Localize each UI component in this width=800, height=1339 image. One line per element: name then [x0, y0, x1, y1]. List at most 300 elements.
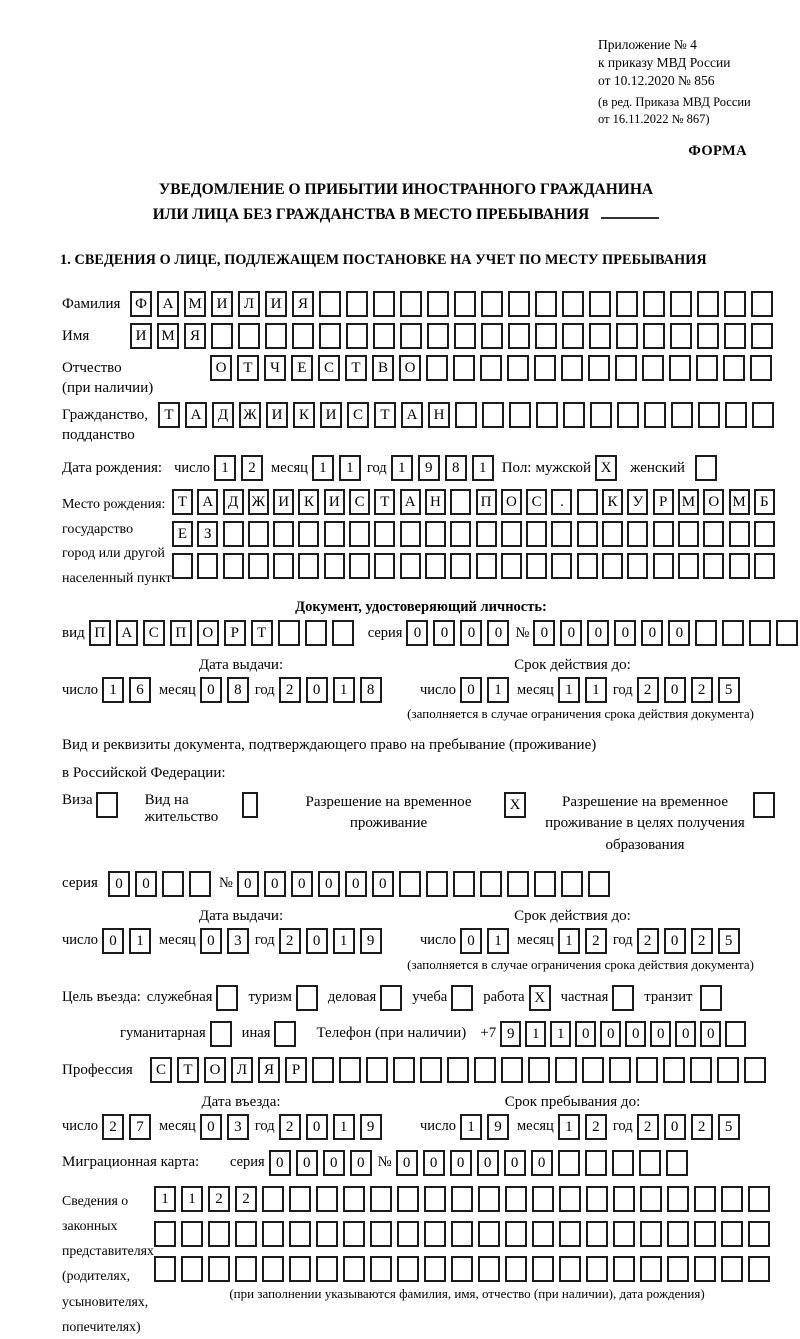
- char-box[interactable]: 1: [487, 928, 509, 954]
- char-box[interactable]: 0: [664, 928, 686, 954]
- char-box[interactable]: [723, 355, 745, 381]
- char-box[interactable]: [248, 521, 269, 547]
- char-box[interactable]: 2: [241, 455, 263, 481]
- char-box[interactable]: Т: [251, 620, 273, 646]
- char-box[interactable]: [424, 1221, 446, 1247]
- char-box[interactable]: 2: [279, 928, 301, 954]
- char-box[interactable]: И: [211, 291, 233, 317]
- char-box[interactable]: 0: [396, 1150, 418, 1176]
- char-box[interactable]: [670, 291, 692, 317]
- char-box[interactable]: [695, 620, 717, 646]
- char-box[interactable]: [627, 553, 648, 579]
- char-box[interactable]: 0: [700, 1021, 721, 1047]
- checkbox-temporary-residence[interactable]: X: [504, 792, 526, 818]
- char-box[interactable]: 0: [296, 1150, 318, 1176]
- char-box[interactable]: Н: [425, 489, 446, 515]
- char-box[interactable]: 1: [214, 455, 236, 481]
- char-box[interactable]: [427, 291, 449, 317]
- char-box[interactable]: [370, 1221, 392, 1247]
- char-box[interactable]: [501, 1057, 523, 1083]
- char-box[interactable]: П: [476, 489, 497, 515]
- char-box[interactable]: 2: [637, 1114, 659, 1140]
- char-box[interactable]: [501, 553, 522, 579]
- char-box[interactable]: А: [400, 489, 421, 515]
- char-box[interactable]: 0: [237, 871, 259, 897]
- char-box[interactable]: [644, 402, 666, 428]
- char-box[interactable]: [235, 1256, 257, 1282]
- char-box[interactable]: [602, 553, 623, 579]
- char-box[interactable]: [262, 1186, 284, 1212]
- checkbox-business[interactable]: [380, 985, 402, 1011]
- char-box[interactable]: [324, 553, 345, 579]
- char-box[interactable]: О: [703, 489, 724, 515]
- char-box[interactable]: [640, 1256, 662, 1282]
- char-box[interactable]: [589, 291, 611, 317]
- char-box[interactable]: 0: [487, 620, 509, 646]
- char-box[interactable]: [474, 1057, 496, 1083]
- char-box[interactable]: [447, 1057, 469, 1083]
- char-box[interactable]: [551, 521, 572, 547]
- char-box[interactable]: М: [157, 323, 179, 349]
- char-box[interactable]: 9: [418, 455, 440, 481]
- char-box[interactable]: [698, 402, 720, 428]
- char-box[interactable]: 0: [460, 620, 482, 646]
- char-box[interactable]: [694, 1186, 716, 1212]
- char-box[interactable]: [197, 553, 218, 579]
- char-box[interactable]: 0: [433, 620, 455, 646]
- char-box[interactable]: [696, 355, 718, 381]
- char-box[interactable]: [208, 1256, 230, 1282]
- char-box[interactable]: 1: [391, 455, 413, 481]
- char-box[interactable]: [189, 871, 211, 897]
- char-box[interactable]: [534, 871, 556, 897]
- char-box[interactable]: [582, 1057, 604, 1083]
- char-box[interactable]: [482, 402, 504, 428]
- char-box[interactable]: 0: [306, 677, 328, 703]
- char-box[interactable]: [373, 323, 395, 349]
- char-box[interactable]: [481, 323, 503, 349]
- char-box[interactable]: 1: [558, 928, 580, 954]
- char-box[interactable]: [526, 553, 547, 579]
- char-box[interactable]: [697, 291, 719, 317]
- char-box[interactable]: [400, 291, 422, 317]
- checkbox-humanitarian[interactable]: [210, 1021, 232, 1047]
- char-box[interactable]: [374, 553, 395, 579]
- char-box[interactable]: [535, 291, 557, 317]
- char-box[interactable]: [615, 355, 637, 381]
- char-box[interactable]: 0: [450, 1150, 472, 1176]
- char-box[interactable]: [559, 1186, 581, 1212]
- char-box[interactable]: 1: [154, 1186, 176, 1212]
- char-box[interactable]: 0: [102, 928, 124, 954]
- char-box[interactable]: 0: [350, 1150, 372, 1176]
- char-box[interactable]: 1: [460, 1114, 482, 1140]
- char-box[interactable]: А: [401, 402, 423, 428]
- char-box[interactable]: [749, 620, 771, 646]
- char-box[interactable]: Т: [172, 489, 193, 515]
- char-box[interactable]: 9: [500, 1021, 521, 1047]
- char-box[interactable]: 9: [360, 1114, 382, 1140]
- char-box[interactable]: [399, 871, 421, 897]
- char-box[interactable]: [613, 1221, 635, 1247]
- char-box[interactable]: [476, 553, 497, 579]
- char-box[interactable]: 0: [504, 1150, 526, 1176]
- char-box[interactable]: [748, 1256, 770, 1282]
- checkbox-tourism[interactable]: [296, 985, 318, 1011]
- char-box[interactable]: [751, 323, 773, 349]
- char-box[interactable]: 0: [200, 677, 222, 703]
- char-box[interactable]: 0: [600, 1021, 621, 1047]
- char-box[interactable]: [616, 323, 638, 349]
- char-box[interactable]: 0: [477, 1150, 499, 1176]
- char-box[interactable]: [162, 871, 184, 897]
- char-box[interactable]: [507, 355, 529, 381]
- char-box[interactable]: [508, 323, 530, 349]
- char-box[interactable]: [636, 1057, 658, 1083]
- char-box[interactable]: [750, 355, 772, 381]
- char-box[interactable]: [454, 291, 476, 317]
- char-box[interactable]: 0: [664, 677, 686, 703]
- char-box[interactable]: Ч: [264, 355, 286, 381]
- char-box[interactable]: [751, 291, 773, 317]
- char-box[interactable]: [366, 1057, 388, 1083]
- char-box[interactable]: 0: [406, 620, 428, 646]
- char-box[interactable]: С: [347, 402, 369, 428]
- char-box[interactable]: [480, 355, 502, 381]
- char-box[interactable]: [725, 402, 747, 428]
- char-box[interactable]: 0: [291, 871, 313, 897]
- char-box[interactable]: 2: [279, 1114, 301, 1140]
- char-box[interactable]: Д: [212, 402, 234, 428]
- char-box[interactable]: 0: [269, 1150, 291, 1176]
- char-box[interactable]: [425, 553, 446, 579]
- char-box[interactable]: З: [197, 521, 218, 547]
- char-box[interactable]: [424, 1186, 446, 1212]
- char-box[interactable]: И: [324, 489, 345, 515]
- char-box[interactable]: [721, 1186, 743, 1212]
- char-box[interactable]: [400, 323, 422, 349]
- char-box[interactable]: [667, 1186, 689, 1212]
- char-box[interactable]: [262, 1221, 284, 1247]
- char-box[interactable]: [690, 1057, 712, 1083]
- char-box[interactable]: 0: [200, 928, 222, 954]
- char-box[interactable]: [588, 355, 610, 381]
- char-box[interactable]: Т: [374, 402, 396, 428]
- char-box[interactable]: 2: [235, 1186, 257, 1212]
- char-box[interactable]: [478, 1186, 500, 1212]
- char-box[interactable]: [481, 291, 503, 317]
- char-box[interactable]: Р: [653, 489, 674, 515]
- char-box[interactable]: М: [184, 291, 206, 317]
- char-box[interactable]: О: [197, 620, 219, 646]
- char-box[interactable]: [343, 1256, 365, 1282]
- char-box[interactable]: [292, 323, 314, 349]
- char-box[interactable]: [653, 553, 674, 579]
- char-box[interactable]: [312, 1057, 334, 1083]
- checkbox-other[interactable]: [274, 1021, 296, 1047]
- char-box[interactable]: [400, 521, 421, 547]
- char-box[interactable]: М: [729, 489, 750, 515]
- char-box[interactable]: Р: [285, 1057, 307, 1083]
- char-box[interactable]: [725, 1021, 746, 1047]
- char-box[interactable]: [424, 1256, 446, 1282]
- char-box[interactable]: 8: [360, 677, 382, 703]
- char-box[interactable]: .: [551, 489, 572, 515]
- char-box[interactable]: Т: [345, 355, 367, 381]
- char-box[interactable]: [451, 1256, 473, 1282]
- char-box[interactable]: [642, 355, 664, 381]
- char-box[interactable]: [559, 1256, 581, 1282]
- char-box[interactable]: [400, 553, 421, 579]
- char-box[interactable]: [532, 1221, 554, 1247]
- char-box[interactable]: [265, 323, 287, 349]
- char-box[interactable]: [555, 1057, 577, 1083]
- char-box[interactable]: 1: [333, 677, 355, 703]
- char-box[interactable]: [425, 521, 446, 547]
- char-box[interactable]: [613, 1186, 635, 1212]
- char-box[interactable]: 1: [312, 455, 334, 481]
- char-box[interactable]: 2: [102, 1114, 124, 1140]
- char-box[interactable]: [613, 1256, 635, 1282]
- char-box[interactable]: [316, 1256, 338, 1282]
- char-box[interactable]: [627, 521, 648, 547]
- char-box[interactable]: [744, 1057, 766, 1083]
- char-box[interactable]: 5: [718, 1114, 740, 1140]
- char-box[interactable]: Я: [258, 1057, 280, 1083]
- char-box[interactable]: 0: [625, 1021, 646, 1047]
- char-box[interactable]: [478, 1256, 500, 1282]
- char-box[interactable]: [643, 323, 665, 349]
- char-box[interactable]: [211, 323, 233, 349]
- char-box[interactable]: Ж: [239, 402, 261, 428]
- char-box[interactable]: [776, 620, 798, 646]
- char-box[interactable]: [653, 521, 674, 547]
- char-box[interactable]: 0: [318, 871, 340, 897]
- char-box[interactable]: 5: [718, 928, 740, 954]
- char-box[interactable]: [562, 291, 584, 317]
- char-box[interactable]: П: [170, 620, 192, 646]
- char-box[interactable]: [643, 291, 665, 317]
- char-box[interactable]: 2: [691, 1114, 713, 1140]
- char-box[interactable]: [640, 1186, 662, 1212]
- char-box[interactable]: 2: [637, 928, 659, 954]
- char-box[interactable]: [577, 521, 598, 547]
- char-box[interactable]: 1: [585, 677, 607, 703]
- char-box[interactable]: К: [602, 489, 623, 515]
- char-box[interactable]: А: [197, 489, 218, 515]
- char-box[interactable]: [534, 355, 556, 381]
- char-box[interactable]: [721, 1256, 743, 1282]
- char-box[interactable]: П: [89, 620, 111, 646]
- char-box[interactable]: [450, 553, 471, 579]
- char-box[interactable]: [532, 1256, 554, 1282]
- char-box[interactable]: 1: [181, 1186, 203, 1212]
- char-box[interactable]: [526, 521, 547, 547]
- char-box[interactable]: [278, 620, 300, 646]
- char-box[interactable]: 0: [423, 1150, 445, 1176]
- char-box[interactable]: [223, 521, 244, 547]
- char-box[interactable]: 0: [306, 928, 328, 954]
- char-box[interactable]: Н: [428, 402, 450, 428]
- char-box[interactable]: [697, 323, 719, 349]
- char-box[interactable]: Ф: [130, 291, 152, 317]
- char-box[interactable]: 9: [360, 928, 382, 954]
- char-box[interactable]: [319, 291, 341, 317]
- char-box[interactable]: С: [349, 489, 370, 515]
- char-box[interactable]: [349, 553, 370, 579]
- char-box[interactable]: [667, 1221, 689, 1247]
- char-box[interactable]: [349, 521, 370, 547]
- checkbox-female[interactable]: [695, 455, 717, 481]
- char-box[interactable]: [724, 323, 746, 349]
- char-box[interactable]: [577, 553, 598, 579]
- char-box[interactable]: 0: [345, 871, 367, 897]
- char-box[interactable]: У: [627, 489, 648, 515]
- char-box[interactable]: 1: [333, 928, 355, 954]
- char-box[interactable]: А: [157, 291, 179, 317]
- char-box[interactable]: 0: [533, 620, 555, 646]
- char-box[interactable]: И: [265, 291, 287, 317]
- char-box[interactable]: 3: [227, 1114, 249, 1140]
- char-box[interactable]: 0: [531, 1150, 553, 1176]
- char-box[interactable]: [298, 521, 319, 547]
- char-box[interactable]: [562, 323, 584, 349]
- char-box[interactable]: Т: [237, 355, 259, 381]
- char-box[interactable]: [671, 402, 693, 428]
- char-box[interactable]: Ж: [248, 489, 269, 515]
- char-box[interactable]: [273, 553, 294, 579]
- char-box[interactable]: И: [266, 402, 288, 428]
- char-box[interactable]: [694, 1221, 716, 1247]
- char-box[interactable]: [451, 1186, 473, 1212]
- char-box[interactable]: Л: [238, 291, 260, 317]
- char-box[interactable]: 0: [372, 871, 394, 897]
- char-box[interactable]: 0: [306, 1114, 328, 1140]
- char-box[interactable]: 0: [668, 620, 690, 646]
- char-box[interactable]: [501, 521, 522, 547]
- char-box[interactable]: Т: [374, 489, 395, 515]
- char-box[interactable]: 9: [487, 1114, 509, 1140]
- char-box[interactable]: С: [150, 1057, 172, 1083]
- char-box[interactable]: [339, 1057, 361, 1083]
- char-box[interactable]: И: [273, 489, 294, 515]
- char-box[interactable]: С: [526, 489, 547, 515]
- char-box[interactable]: [754, 521, 775, 547]
- char-box[interactable]: 8: [227, 677, 249, 703]
- char-box[interactable]: [609, 1057, 631, 1083]
- char-box[interactable]: 0: [460, 677, 482, 703]
- char-box[interactable]: [298, 553, 319, 579]
- char-box[interactable]: 1: [525, 1021, 546, 1047]
- checkbox-residence-permit[interactable]: [242, 792, 258, 818]
- char-box[interactable]: [703, 521, 724, 547]
- char-box[interactable]: Я: [292, 291, 314, 317]
- char-box[interactable]: [586, 1186, 608, 1212]
- char-box[interactable]: [289, 1186, 311, 1212]
- char-box[interactable]: 2: [691, 928, 713, 954]
- char-box[interactable]: [235, 1221, 257, 1247]
- char-box[interactable]: О: [399, 355, 421, 381]
- char-box[interactable]: Я: [184, 323, 206, 349]
- char-box[interactable]: [536, 402, 558, 428]
- char-box[interactable]: [450, 521, 471, 547]
- char-box[interactable]: [346, 323, 368, 349]
- char-box[interactable]: [509, 402, 531, 428]
- char-box[interactable]: И: [320, 402, 342, 428]
- char-box[interactable]: Е: [291, 355, 313, 381]
- char-box[interactable]: [669, 355, 691, 381]
- char-box[interactable]: 7: [129, 1114, 151, 1140]
- char-box[interactable]: [373, 291, 395, 317]
- char-box[interactable]: [248, 553, 269, 579]
- char-box[interactable]: [694, 1256, 716, 1282]
- char-box[interactable]: О: [210, 355, 232, 381]
- char-box[interactable]: 2: [637, 677, 659, 703]
- char-box[interactable]: [305, 620, 327, 646]
- char-box[interactable]: 3: [227, 928, 249, 954]
- char-box[interactable]: 0: [560, 620, 582, 646]
- char-box[interactable]: К: [293, 402, 315, 428]
- char-box[interactable]: [667, 1256, 689, 1282]
- char-box[interactable]: [616, 291, 638, 317]
- char-box[interactable]: [551, 553, 572, 579]
- char-box[interactable]: [172, 553, 193, 579]
- char-box[interactable]: [420, 1057, 442, 1083]
- char-box[interactable]: Р: [224, 620, 246, 646]
- char-box[interactable]: 1: [129, 928, 151, 954]
- char-box[interactable]: [505, 1221, 527, 1247]
- char-box[interactable]: [476, 521, 497, 547]
- char-box[interactable]: [729, 521, 750, 547]
- char-box[interactable]: [617, 402, 639, 428]
- char-box[interactable]: [563, 402, 585, 428]
- char-box[interactable]: [559, 1221, 581, 1247]
- char-box[interactable]: 0: [135, 871, 157, 897]
- char-box[interactable]: [370, 1186, 392, 1212]
- char-box[interactable]: [505, 1186, 527, 1212]
- char-box[interactable]: [426, 871, 448, 897]
- char-box[interactable]: [663, 1057, 685, 1083]
- char-box[interactable]: [316, 1186, 338, 1212]
- char-box[interactable]: [451, 1221, 473, 1247]
- char-box[interactable]: [535, 323, 557, 349]
- char-box[interactable]: [181, 1221, 203, 1247]
- char-box[interactable]: [397, 1186, 419, 1212]
- char-box[interactable]: Д: [223, 489, 244, 515]
- char-box[interactable]: Л: [231, 1057, 253, 1083]
- char-box[interactable]: [397, 1221, 419, 1247]
- char-box[interactable]: А: [185, 402, 207, 428]
- char-box[interactable]: 0: [587, 620, 609, 646]
- char-box[interactable]: [181, 1256, 203, 1282]
- char-box[interactable]: [370, 1256, 392, 1282]
- char-box[interactable]: 1: [558, 1114, 580, 1140]
- char-box[interactable]: К: [298, 489, 319, 515]
- char-box[interactable]: [505, 1256, 527, 1282]
- char-box[interactable]: [450, 489, 471, 515]
- char-box[interactable]: [729, 553, 750, 579]
- char-box[interactable]: [507, 871, 529, 897]
- char-box[interactable]: [670, 323, 692, 349]
- char-box[interactable]: 1: [558, 677, 580, 703]
- char-box[interactable]: С: [318, 355, 340, 381]
- char-box[interactable]: [528, 1057, 550, 1083]
- char-box[interactable]: О: [204, 1057, 226, 1083]
- char-box[interactable]: Б: [754, 489, 775, 515]
- char-box[interactable]: С: [143, 620, 165, 646]
- char-box[interactable]: [453, 355, 475, 381]
- char-box[interactable]: [453, 871, 475, 897]
